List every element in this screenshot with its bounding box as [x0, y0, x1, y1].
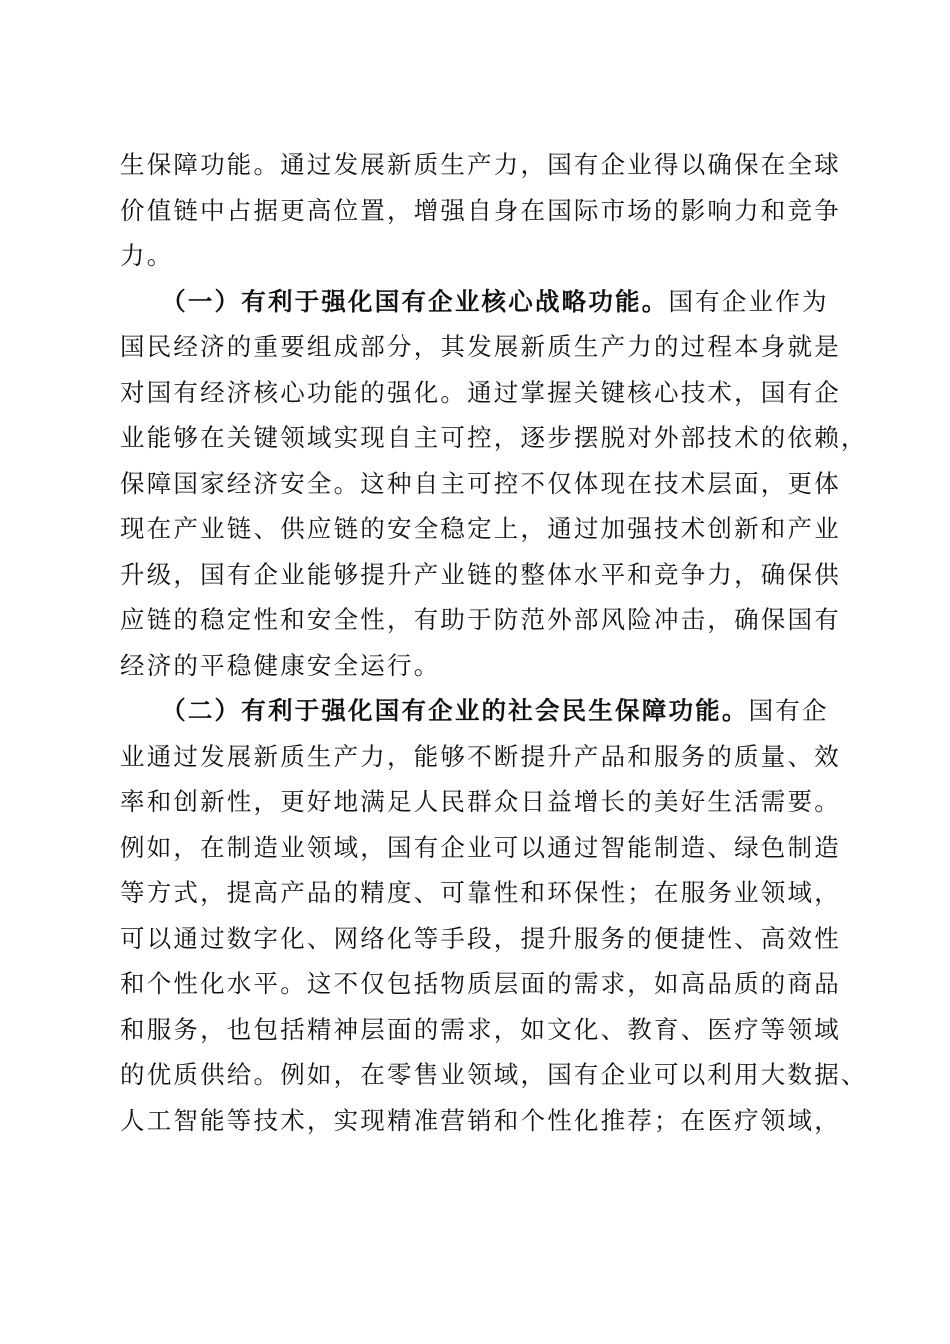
text-run: 和服务，也包括精神层面的需求，如文化、教育、医疗等领域 — [120, 1014, 841, 1044]
text-line — [120, 870, 840, 916]
text-line — [120, 324, 840, 370]
text-line — [120, 188, 840, 234]
text-line — [120, 415, 868, 461]
text-run: 国民经济的重要组成部分，其发展新质生产力的过程本身就是 — [120, 332, 841, 361]
text-line — [120, 233, 840, 279]
text-line — [120, 961, 840, 1007]
text-run: 人工智能等技术，实现精准营销和个性化推荐；在医疗领域， — [120, 1105, 841, 1135]
text-run: 现在产业链、供应链的安全稳定上，通过加强技术创新和产业 — [120, 514, 841, 543]
text-run: 国有企业作为 — [668, 286, 829, 316]
text-line — [120, 825, 840, 871]
text-line — [120, 643, 840, 689]
text-run: 价值链中占据更高位置，增强自身在国际市场的影响力和竞争 — [120, 195, 841, 225]
document-body — [120, 142, 868, 1143]
text-line — [120, 461, 840, 507]
text-line — [120, 1098, 840, 1144]
text-line — [120, 916, 840, 962]
text-line — [120, 370, 840, 416]
text-line — [120, 1052, 868, 1098]
text-run: 保障国家经济安全。这种自主可控不仅体现在技术层面，更体 — [120, 468, 841, 498]
section-heading-1: （一）有利于强化国有企业核心战略功能。 — [120, 286, 669, 316]
text-run: 力。 — [120, 241, 174, 270]
text-run: 经济的平稳健康安全运行。 — [120, 650, 441, 680]
text-line — [120, 779, 840, 825]
text-line — [120, 552, 840, 598]
text-line — [120, 734, 840, 780]
text-line — [120, 1007, 840, 1053]
text-run: 率和创新性，更好地满足人民群众日益增长的美好生活需要。 — [120, 787, 841, 816]
text-run: 应链的稳定性和安全性，有助于防范外部风险冲击，确保国有 — [120, 605, 841, 634]
text-run: 对国有经济核心功能的强化。通过掌握关键核心技术，国有企 — [120, 377, 841, 407]
text-run: 国有企 — [748, 696, 829, 725]
text-run: 等方式，提高产品的精度、可靠性和环保性；在服务业领域， — [120, 878, 841, 907]
text-run: 例如，在制造业领域，国有企业可以通过智能制造、绿色制造 — [120, 832, 841, 862]
text-run: 可以通过数字化、网络化等手段，提升服务的便捷性、高效性 — [120, 923, 841, 953]
text-line — [120, 142, 840, 188]
text-run: 业能够在关键领域实现自主可控，逐步摆脱对外部技术的依赖， — [120, 423, 868, 452]
text-run: 业通过发展新质生产力，能够不断提升产品和服务的质量、效 — [120, 741, 841, 771]
section-heading-2: （二）有利于强化国有企业的社会民生保障功能。 — [120, 696, 749, 725]
text-line — [120, 688, 840, 734]
text-run: 的优质供给。例如，在零售业领域，国有企业可以利用大数据、 — [120, 1060, 868, 1089]
text-run: 生保障功能。通过发展新质生产力，国有企业得以确保在全球 — [120, 150, 841, 179]
text-line — [120, 279, 840, 325]
text-line — [120, 506, 840, 552]
text-run: 和个性化水平。这不仅包括物质层面的需求，如高品质的商品 — [120, 969, 841, 998]
text-run: 升级，国有企业能够提升产业链的整体水平和竞争力，确保供 — [120, 559, 841, 589]
text-line — [120, 597, 840, 643]
